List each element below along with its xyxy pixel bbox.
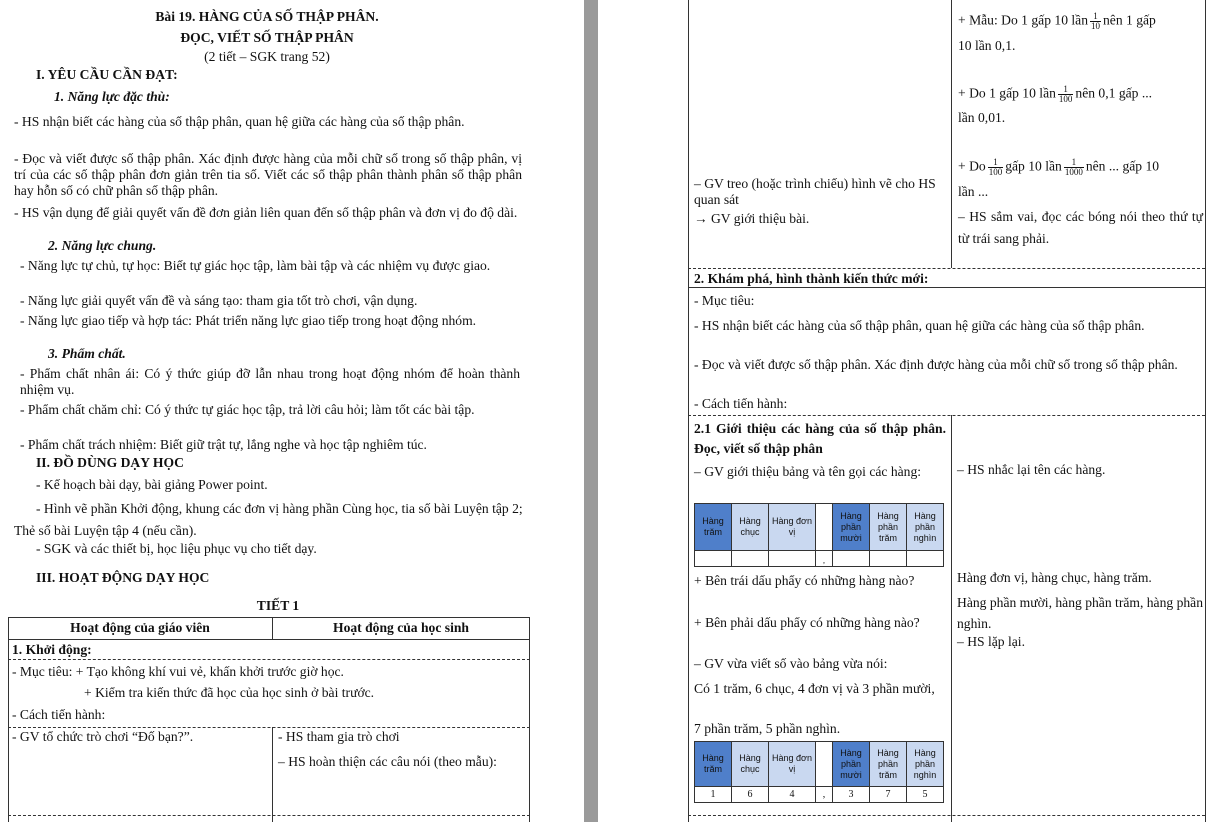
table-col-divider [951,415,952,822]
paragraph: - Đọc và viết được số thập phân. Xác định được hàng của mỗi chữ số trong số thập phân, vị trí của các số thập phân đơn giản trên tia số. Viết các số thập phân thành phân số thập phân hay hỗn số có chữ phân số thập phân. [14,151,522,198]
question: + Bên trái dấu phẩy có những hàng nào? [694,573,915,588]
value-cell: 4 [769,787,816,803]
header-cell: Hàng chục [732,742,769,787]
fraction: $\frac{1}{10}$ [1091,11,1100,31]
comma-column [816,504,833,551]
header-cell: Hàng chục [732,504,769,551]
lesson-title-line2: ĐỌC, VIẾT SỐ THẬP PHÂN [180,30,354,45]
table-border-right [529,617,530,822]
table-header-bottom [8,639,530,640]
student-activity: - HS tham gia trò chơi [278,729,400,744]
value-cell: 5 [907,787,944,803]
value-cell [833,551,870,567]
student-activity: – HS lặp lại. [957,634,1025,649]
place-value-table [694,503,944,567]
explore-procedure: - Cách tiến hành: [694,396,788,411]
table-row-divider [8,727,530,728]
table-header-student: Hoạt động của học sinh [333,620,469,635]
paragraph: - Phẩm chất chăm chỉ: Có ý thức tự giác học tập, trả lời câu hỏi; làm tốt các bài tập. [20,402,475,417]
sample-sentence-1-cont: 10 lần 0,1. [958,38,1016,53]
comma-column [816,742,833,787]
table-row-divider [688,268,1205,269]
subheading-1: 1. Năng lực đặc thù: [54,89,170,104]
paragraph: - HS vận dụng để giải quyết vấn đề đơn giản liên quan đến số thập phân và đơn vị đo độ dài. [14,205,518,220]
section-heading-1: I. YÊU CẦU CẦN ĐẠT: [36,67,178,82]
warmup-objective: - Mục tiêu: + Tạo không khí vui vẻ, khấn khởi trước giờ học. [12,664,344,679]
subsection-title: 2.1 Giới thiệu các hàng của số thập phân. Đọc, viết số thập phân [694,421,946,456]
teacher-activity: 7 phần trăm, 5 phần nghìn. [694,721,841,736]
header-cell: Hàng phần trăm [870,504,907,551]
question: + Bên phải dấu phẩy có những hàng nào? [694,615,920,630]
answer: Hàng đơn vị, hàng chục, hàng trăm. [957,570,1152,585]
header-cell: Hàng phần nghìn [907,504,944,551]
student-activity: – HS hoàn thiện các câu nói (theo mẫu): [278,754,497,769]
fraction: $\frac{1}{100}$ [988,157,1003,177]
paragraph: - SGK và các thiết bị, học liệu phục vụ cho tiết dạy. [36,541,317,556]
subheading-3: 3. Phẩm chất. [48,346,126,361]
header-cell: Hàng trăm [695,742,732,787]
table-row-divider [688,415,1205,416]
paragraph: - Năng lực giải quyết vấn đề và sáng tạo: tham gia tốt trò chơi, vận dụng. [20,293,418,308]
header-cell: Hàng phần nghìn [907,742,944,787]
table-row-divider [8,815,530,816]
table-border-left [8,617,9,822]
lesson-title: Bài 19. HÀNG CỦA SỐ THẬP PHÂN. [155,9,379,24]
teacher-activity: - GV tổ chức trò chơi “Đố bạn?”. [12,729,194,744]
value-cell [907,551,944,567]
section-heading-3: III. HOẠT ĐỘNG DẠY HỌC [36,570,210,585]
sample-sentence-3-cont: lần ... [958,184,989,199]
fraction: $\frac{1}{100}$ [1058,84,1073,104]
teacher-activity: Có 1 trăm, 6 chục, 4 đơn vị và 3 phần mười, [694,681,935,696]
value-cell [695,551,732,567]
paragraph: - Phẩm chất nhân ái: Có ý thức giúp đỡ lẫn nhau trong hoạt động nhóm để hoàn thành nhiệm vụ. [20,366,520,397]
table-col-divider [951,0,952,268]
table-row-divider [688,287,1205,288]
paragraph: - Năng lực giao tiếp và hợp tác: Phát triển năng lực giao tiếp trong hoạt động nhóm. [20,313,477,328]
comma-cell: , [816,551,833,567]
header-cell: Hàng trăm [695,504,732,551]
explore-objective: - Mục tiêu: [694,293,755,308]
student-activity: – HS nhắc lại tên các hàng. [957,462,1106,477]
header-cell: Hàng phần trăm [870,742,907,787]
teacher-activity: – GV giới thiệu bảng và tên gọi các hàng: [694,464,922,479]
header-cell: Hàng phần mười [833,504,870,551]
header-cell: Hàng đơn vị [769,504,816,551]
table-border-left [688,0,689,822]
student-activity: – HS sắm vai, đọc các bóng nói theo thứ tự từ trái sang phải. [958,209,1203,246]
fraction: $\frac{1}{1000}$ [1064,157,1083,177]
sample-sentence-3: + Do $\frac{1}{100}$ gấp 10 lần $\frac{1}{1000}$ nên ... gấp 10 [958,157,1160,177]
value-cell [769,551,816,567]
table-border-top [8,617,530,618]
answer: Hàng phần mười, hàng phần trăm, hàng phần nghìn. [957,595,1203,631]
paragraph: - Kế hoạch bài dạy, bài giảng Power point. [36,477,268,492]
table-col-divider [272,727,273,822]
paragraph: - Năng lực tự chủ, tự học: Biết tự giác học tập, làm bài tập và các nhiệm vụ được giao. [20,258,491,273]
warmup-objective-2: + Kiểm tra kiến thức đã học của học sinh ở bài trước. [84,685,375,700]
value-cell: 3 [833,787,870,803]
header-cell: Hàng phần mười [833,742,870,787]
paragraph: - Đọc và viết được số thập phân. Xác định được hàng của mỗi chữ số trong số thập phân. [694,357,1178,372]
table-header-teacher: Hoạt động của giáo viên [70,620,210,635]
period-label: TIẾT 1 [256,598,300,613]
document-page-right [598,0,1212,822]
sample-sentence-2-cont: lần 0,01. [958,110,1006,125]
lesson-subtitle: (2 tiết – SGK trang 52) [204,49,330,64]
place-value-table-filled [694,741,944,803]
comma-cell: , [816,787,833,803]
paragraph: - Phẩm chất trách nhiệm: Biết giữ trật tự, lắng nghe và học tập nghiêm túc. [20,437,427,452]
value-cell [732,551,769,567]
section-warmup-title: 1. Khởi động: [12,642,92,657]
paragraph: - Hình vẽ phần Khởi động, khung các đơn vị hàng phần Cùng học, tia số bài Luyện tập 2; Thẻ số bài Luyện tập 4 (nếu cần). [14,501,523,538]
table-row-divider [8,659,530,660]
table-border-right [1205,0,1206,822]
paragraph: - HS nhận biết các hàng của số thập phân, quan hệ giữa các hàng của số thập phân. [694,318,1145,333]
document-page-left [0,0,584,822]
header-cell: Hàng đơn vị [769,742,816,787]
section-explore-title: 2. Khám phá, hình thành kiến thức mới: [694,271,929,286]
section-heading-2: II. ĐỒ DÙNG DẠY HỌC [36,455,184,470]
warmup-procedure: - Cách tiến hành: [12,707,106,722]
sample-sentence-2: + Do 1 gấp 10 lần $\frac{1}{100}$ nên 0,1 gấp ... [958,84,1153,104]
teacher-activity: – GV treo (hoặc trình chiếu) hình vẽ cho HS quan sát [694,176,936,207]
subheading-2: 2. Năng lực chung. [48,238,157,253]
table-row-divider [688,815,1205,816]
value-cell: 6 [732,787,769,803]
value-cell [870,551,907,567]
paragraph: - HS nhận biết các hàng của số thập phân, quan hệ giữa các hàng của số thập phân. [14,114,465,129]
sample-sentence-1: + Mẫu: Do 1 gấp 10 lần $\frac{1}{10}$ nên 1 gấp [958,11,1156,31]
value-cell: 7 [870,787,907,803]
teacher-activity: → GV giới thiệu bài. [694,211,810,226]
teacher-activity: – GV vừa viết số vào bảng vừa nói: [694,656,888,671]
value-cell: 1 [695,787,732,803]
